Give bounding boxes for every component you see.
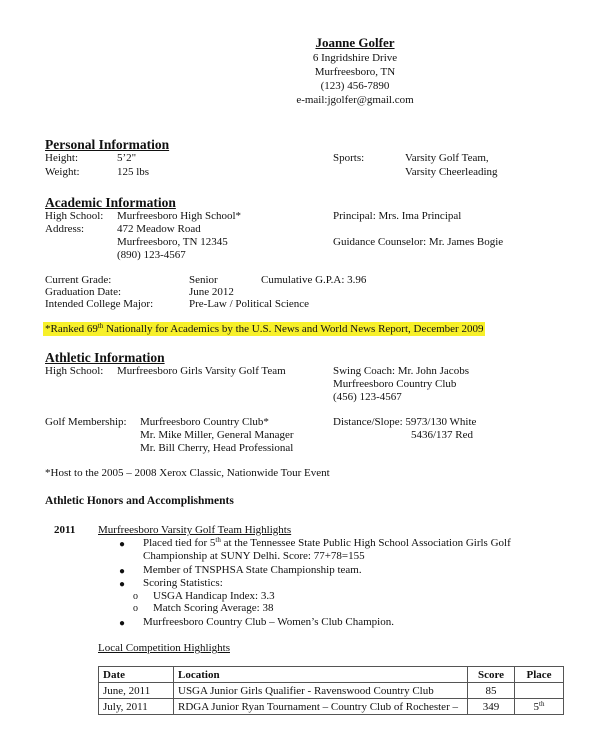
placed-text-post: at the Tennessee State Public High School Association Girls Golf	[220, 537, 511, 549]
graduation-value: June 2012	[189, 286, 234, 298]
major-label: Intended College Major:	[45, 298, 154, 310]
weight-value: 125 lbs	[117, 166, 150, 178]
bullet-icon: ●	[119, 618, 126, 629]
sports-label: Sports:	[333, 152, 365, 164]
ranking-text-post: Nationally for Academics by the U.S. News and World News Report, December 2009	[103, 323, 484, 335]
bullet-icon: ●	[119, 579, 126, 590]
competition-table	[98, 666, 564, 715]
bullet-member: Member of TNSPHSA State Championship team.	[143, 564, 362, 576]
sports-value-1: Varsity Golf Team,	[405, 152, 489, 164]
bullet-icon: ●	[119, 539, 126, 550]
row-place	[515, 683, 564, 699]
school-address-1: 472 Meadow Road	[117, 223, 201, 235]
ranking-text-pre: *Ranked 69	[45, 323, 98, 335]
col-score-header: Score	[468, 667, 515, 683]
high-school-label: High School:	[45, 210, 104, 222]
email-line: e-mail:jgolfer@gmail.com	[296, 94, 414, 106]
phone-line: (123) 456-7890	[320, 80, 390, 92]
row-date: July, 2011	[99, 699, 174, 715]
sub-bullet-handicap: USGA Handicap Index: 3.3	[153, 590, 275, 602]
graduation-label: Graduation Date:	[45, 286, 122, 298]
swing-coach-line: Swing Coach: Mr. John Jacobs	[333, 365, 469, 377]
academic-info-heading: Academic Information	[45, 195, 176, 210]
sub-bullet-average: Match Scoring Average: 38	[153, 602, 274, 614]
row-location: RDGA Junior Ryan Tournament – Country Club of Rochester –	[174, 699, 468, 715]
bullet-placed-line2: Championship at SUNY Delhi. Score: 77+78=155	[143, 550, 365, 562]
bullet-icon: ●	[119, 566, 126, 577]
host-note: *Host to the 2005 – 2008 Xerox Classic, Nationwide Tour Event	[45, 467, 330, 479]
height-value: 5’2"	[117, 152, 137, 164]
distance-slope-red: 5436/137 Red	[411, 429, 474, 441]
honors-heading: Athletic Honors and Accomplishments	[45, 495, 234, 507]
membership-professional: Mr. Bill Cherry, Head Professional	[140, 442, 294, 454]
bullet-club-champion: Murfreesboro Country Club – Women’s Club Champion.	[143, 616, 394, 628]
bullet-placed	[143, 537, 511, 550]
membership-label: Golf Membership:	[45, 416, 127, 428]
high-school-value: Murfreesboro High School*	[117, 210, 242, 222]
sports-value-2: Varsity Cheerleading	[405, 166, 498, 178]
table-header-row	[99, 667, 564, 683]
row-place	[515, 699, 564, 715]
grade-value: Senior	[189, 274, 218, 286]
honors-year: 2011	[54, 524, 76, 536]
row-place-sup: th	[539, 699, 545, 708]
highlights-title: Murfreesboro Varsity Golf Team Highlights	[98, 524, 292, 536]
address-line: 6 Ingridshire Drive	[312, 52, 398, 64]
row-score: 85	[468, 683, 515, 699]
athletic-school-label: High School:	[45, 365, 104, 377]
coach-phone-line: (456) 123-4567	[333, 391, 402, 403]
local-highlights-title: Local Competition Highlights	[98, 642, 230, 654]
city-line: Murfreesboro, TN	[314, 66, 396, 78]
coach-club-line: Murfreesboro Country Club	[333, 378, 457, 390]
sub-bullet-icon: o	[133, 591, 138, 602]
school-address-label: Address:	[45, 223, 85, 235]
placed-sup: th	[215, 536, 221, 544]
distance-slope-line: Distance/Slope: 5973/130 White	[333, 416, 477, 428]
weight-label: Weight:	[45, 166, 80, 178]
col-date-header: Date	[99, 667, 174, 683]
counselor-line: Guidance Counselor: Mr. James Bogie	[333, 236, 504, 248]
resume-name: Joanne Golfer	[315, 35, 395, 50]
grade-label: Current Grade:	[45, 274, 112, 286]
table-row	[99, 683, 564, 699]
ranking-sup: th	[97, 322, 104, 330]
ranking-highlight	[43, 323, 485, 336]
membership-club: Murfreesboro Country Club*	[140, 416, 269, 428]
major-value: Pre-Law / Political Science	[189, 298, 310, 310]
col-location-header: Location	[174, 667, 468, 683]
athletic-info-heading: Athletic Information	[45, 350, 165, 365]
athletic-school-value: Murfreesboro Girls Varsity Golf Team	[117, 365, 286, 377]
gpa-line: Cumulative G.P.A: 3.96	[261, 274, 367, 286]
principal-line: Principal: Mrs. Ima Principal	[333, 210, 462, 222]
row-location: USGA Junior Girls Qualifier - Ravenswood Country Club	[174, 683, 468, 699]
table-row	[99, 699, 564, 715]
row-score: 349	[468, 699, 515, 715]
school-address-2: Murfreesboro, TN 12345	[117, 236, 228, 248]
school-phone: (890) 123-4567	[117, 249, 186, 261]
personal-info-heading: Personal Information	[45, 137, 170, 152]
row-place-value: 5	[533, 700, 540, 713]
placed-text-pre: Placed tied for 5	[143, 537, 216, 549]
row-date: June, 2011	[99, 683, 174, 699]
bullet-scoring: Scoring Statistics:	[143, 577, 223, 589]
sub-bullet-icon: o	[133, 603, 138, 614]
height-label: Height:	[45, 152, 78, 164]
col-place-header: Place	[515, 667, 564, 683]
membership-manager: Mr. Mike Miller, General Manager	[140, 429, 294, 441]
